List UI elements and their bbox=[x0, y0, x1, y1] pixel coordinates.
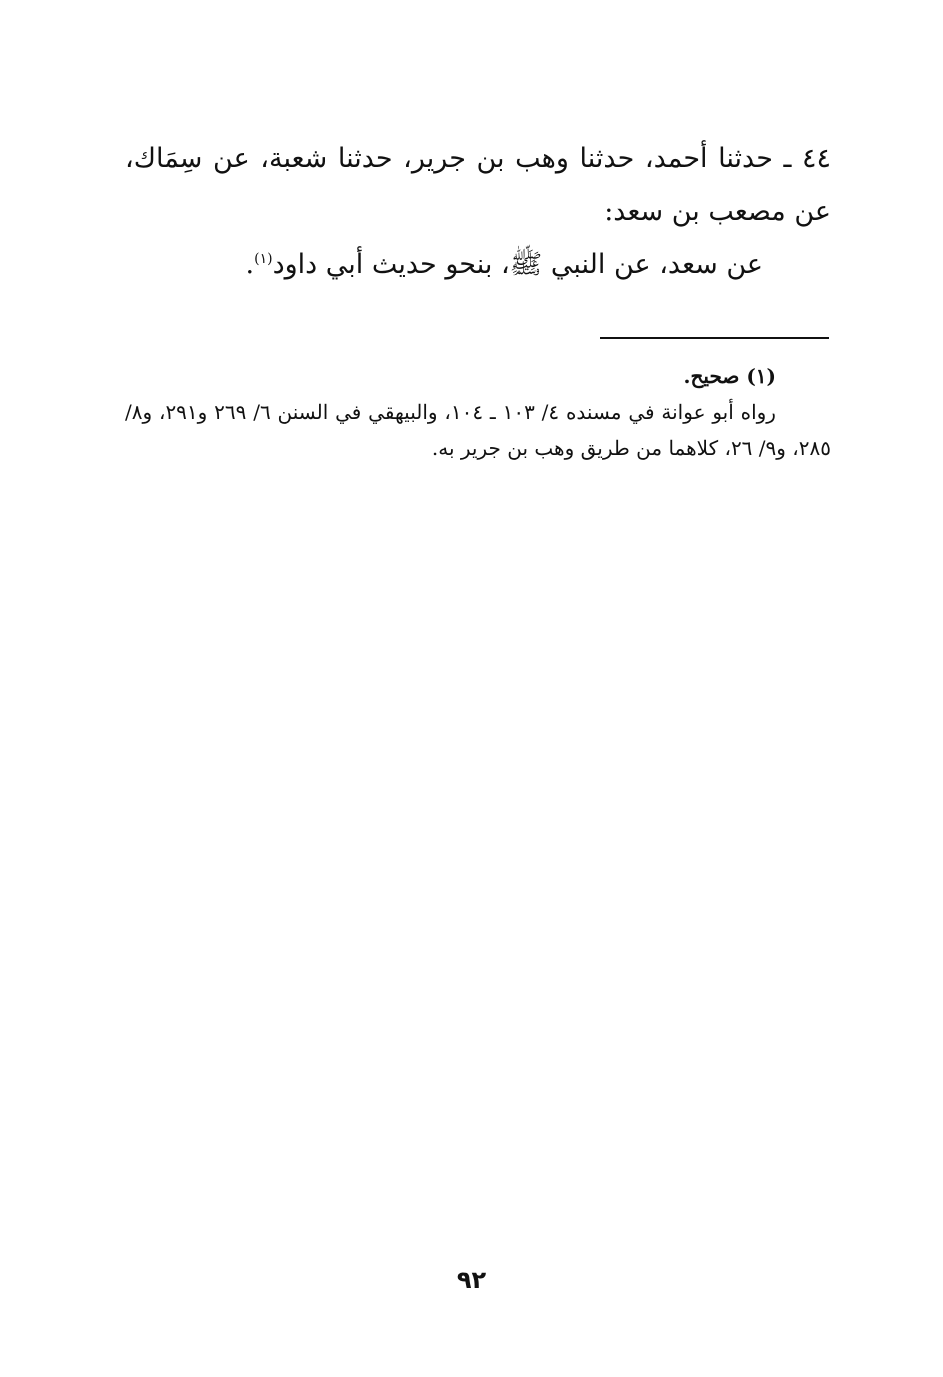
footnote-grade-line bbox=[125, 358, 831, 394]
hadith-matn bbox=[125, 238, 831, 291]
isnad-text: حدثنا أحمد، حدثنا وهب بن جرير، حدثنا شعبة، عن سِمَاك، عن مصعب بن سعد: bbox=[125, 143, 831, 227]
footnotes bbox=[125, 358, 831, 466]
matn-end: . bbox=[245, 249, 255, 280]
footnote-reference: (١) bbox=[254, 251, 273, 267]
footnote-separator bbox=[600, 337, 829, 339]
footnote-marker: (١) bbox=[746, 364, 776, 388]
footnote-text: رواه أبو عوانة في مسنده ٤/ ١٠٣ ـ ١٠٤، والبيهقي في السنن ٦/ ٢٦٩ و٢٩١، و٨/ ٢٨٥، و٩/ ٢٦، كلاهما من طريق وهب بن جرير به. bbox=[125, 400, 831, 460]
matn-text: عن سعد، عن النبي ﷺ، بنحو حديث أبي داود bbox=[272, 249, 763, 280]
hadith-number: ٤٤ bbox=[801, 143, 831, 174]
page-number: ٩٢ bbox=[456, 1266, 487, 1294]
hadith-isnad: ٤٤ ـ حدثنا أحمد، حدثنا وهب بن جرير، حدثنا شعبة، عن سِمَاك، عن مصعب بن سعد: bbox=[125, 143, 831, 227]
hadith-text bbox=[125, 132, 831, 291]
footnote-grade-end: . bbox=[683, 364, 691, 388]
footnote-grade: صحيح bbox=[690, 364, 740, 388]
